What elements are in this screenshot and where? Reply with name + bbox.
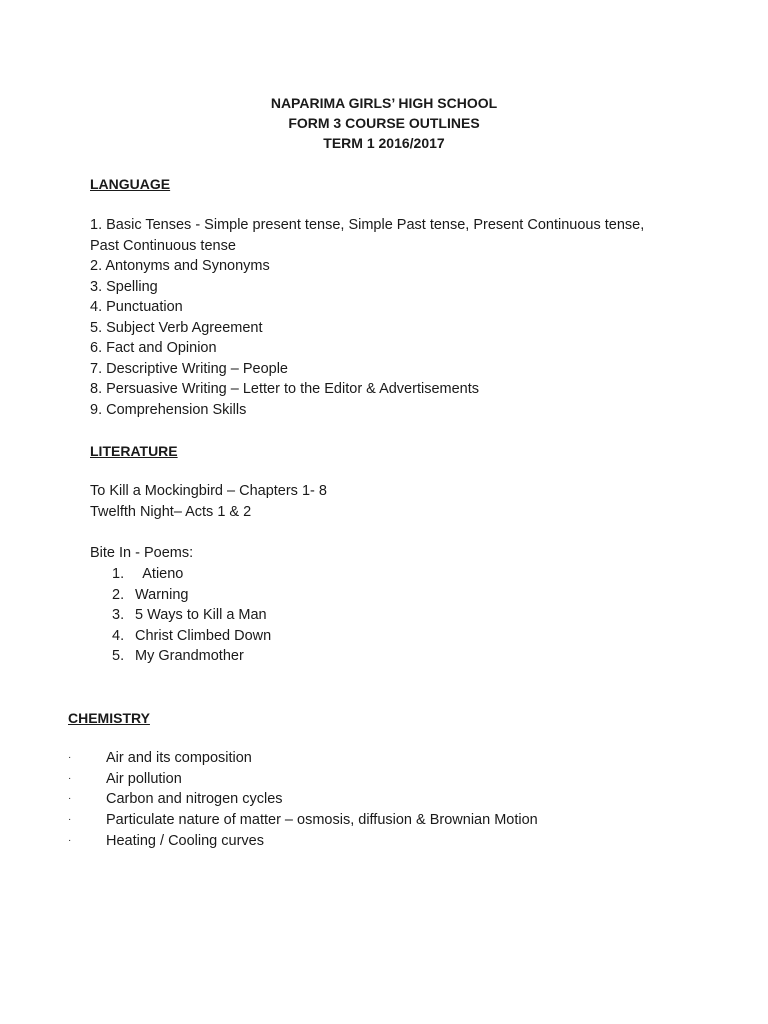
list-item <box>68 769 538 790</box>
list-number: 1. <box>112 566 125 582</box>
chemistry-topic: Particulate nature of matter – osmosis, diffusion & Brownian Motion <box>106 812 538 829</box>
list-item: 7. Descriptive Writing – People <box>90 360 288 377</box>
list-item <box>68 831 538 852</box>
list-item <box>68 810 538 831</box>
literature-texts <box>90 481 327 522</box>
list-item <box>68 789 538 810</box>
poems-label: Bite In - Poems: <box>90 545 194 561</box>
list-item: 2. Antonyms and Synonyms <box>90 258 270 274</box>
bullet-icon: · <box>68 814 72 826</box>
bullet-icon: · <box>68 834 72 846</box>
school-name: NAPARIMA GIRLS’ HIGH SCHOOL <box>270 95 498 111</box>
list-item <box>68 748 538 769</box>
chemistry-topic: Carbon and nitrogen cycles <box>106 791 283 808</box>
literature-text-item: Twelfth Night– Acts 1 & 2 <box>90 503 252 520</box>
chemistry-topic: Heating / Cooling curves <box>106 832 264 849</box>
list-item: 4. Punctuation <box>90 299 183 315</box>
list-item <box>112 626 271 647</box>
language-list <box>90 215 644 420</box>
list-item <box>112 585 271 606</box>
poems-list <box>112 564 271 667</box>
poem-title: 5 Ways to Kill a Man <box>135 607 267 623</box>
list-item <box>112 564 271 585</box>
poem-title: Christ Climbed Down <box>135 627 272 644</box>
bullet-icon: · <box>68 793 72 805</box>
list-item <box>112 646 271 667</box>
term-label: TERM 1 2016/2017 <box>323 135 445 151</box>
list-number: 2. <box>112 586 125 603</box>
list-number: 4. <box>112 627 125 644</box>
bullet-icon: · <box>68 752 72 763</box>
list-item: 6. Fact and Opinion <box>90 340 217 356</box>
chemistry-list <box>68 748 538 852</box>
list-number: 5. <box>112 648 125 664</box>
list-item: 3. Spelling <box>90 278 158 295</box>
list-item: 9. Comprehension Skills <box>90 401 247 418</box>
document-title: FORM 3 COURSE OUTLINES <box>288 115 480 131</box>
list-item <box>112 605 271 626</box>
bullet-icon: · <box>68 772 72 784</box>
chemistry-topic: Air and its composition <box>106 750 252 766</box>
literature-heading: LITERATURE <box>90 443 178 459</box>
document-header <box>0 93 768 153</box>
literature-text-item: To Kill a Mockingbird – Chapters 1- 8 <box>90 483 327 499</box>
poem-title: Atieno <box>135 566 184 582</box>
list-item: 5. Subject Verb Agreement <box>90 319 263 336</box>
list-item: 1. Basic Tenses - Simple present tense, Simple Past tense, Present Continuous tense, <box>90 217 645 233</box>
list-item: Past Continuous tense <box>90 237 236 254</box>
language-heading: LANGUAGE <box>90 176 171 192</box>
list-item: 8. Persuasive Writing – Letter to the Editor & Advertisements <box>90 381 480 397</box>
poem-title: Warning <box>135 586 189 603</box>
poem-title: My Grandmother <box>135 648 244 664</box>
chemistry-topic: Air pollution <box>106 770 182 787</box>
chemistry-heading: CHEMISTRY <box>68 710 150 726</box>
list-number: 3. <box>112 607 125 623</box>
